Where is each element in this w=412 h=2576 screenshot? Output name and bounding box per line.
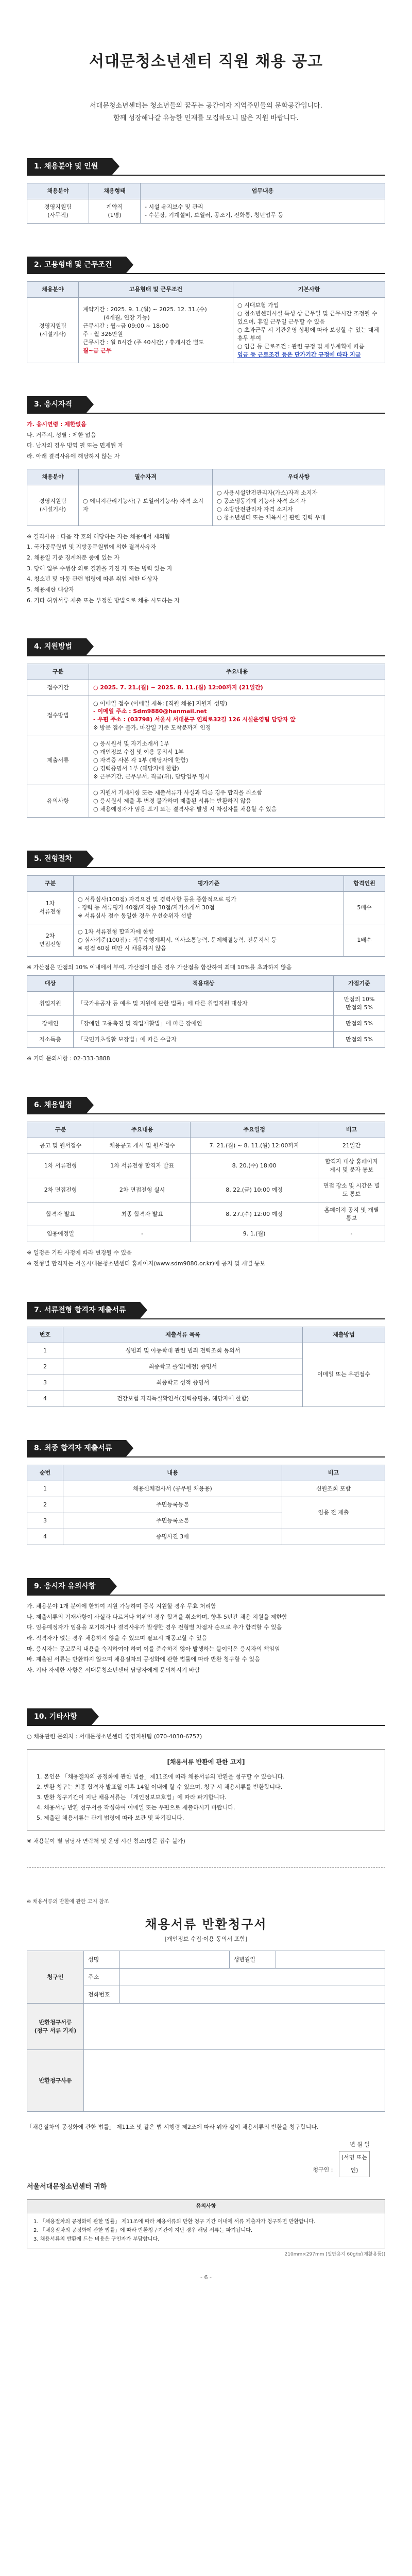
privacy-notice-box <box>27 1749 385 1831</box>
row-line: ○ 지원서 기재사항 또는 제출서류가 사실과 다른 경우 합격을 취소함 <box>93 789 262 796</box>
section-heading: 2. 고용형태 및 근무조건 <box>27 257 126 273</box>
section-heading: 1. 채용분야 및 인원 <box>27 158 112 175</box>
table-cell: 합격자 발표 <box>27 1202 94 1226</box>
table-header: 주요일정 <box>191 1122 318 1138</box>
row-line: ※ 근무기간, 근무부서, 직급(위), 담당업무 명시 <box>93 773 210 780</box>
list-item: 5. 제출된 채용서류는 관계 법령에 따라 보관 및 파기됩니다. <box>37 1814 184 1821</box>
table-header: 업무내용 <box>141 183 385 199</box>
table-cell: 건강보험 자격득실확인서(경력증명용, 해당자에 한함) <box>63 1391 303 1406</box>
section-heading: 8. 최종 합격자 제출서류 <box>27 1440 126 1456</box>
table-cell: 성범죄 및 아동학대 관련 범죄 전력조회 동의서 <box>63 1343 303 1359</box>
table-cell: 21일간 <box>318 1138 385 1154</box>
table-cell: 최종학교 성적 증명서 <box>63 1375 303 1391</box>
table-header: 필수자격 <box>79 469 213 485</box>
table-header: 번호 <box>27 1327 63 1343</box>
form-field-phone[interactable] <box>120 1986 385 2004</box>
signoff <box>27 2139 385 2177</box>
table-cell: 2 <box>27 1359 63 1375</box>
table-header: 가점기준 <box>334 976 385 992</box>
table-cell: 7. 21.(월) ~ 8. 11.(월) 12:00까지 <box>191 1138 318 1154</box>
pref-line: ○ 소방안전관리자 자격 소지자 <box>217 505 293 513</box>
table-header: 주요내용 <box>94 1122 191 1138</box>
intro-line: 함께 성장해나갈 유능한 인재를 모집하오니 많은 지원 바랍니다. <box>113 114 299 123</box>
row-line: ※ 방문 접수 불가, 마감일 기준 도착분까지 인정 <box>93 724 211 732</box>
table-cell: 8. 22.(금) 10:00 예정 <box>191 1178 318 1202</box>
employment-table <box>27 281 385 363</box>
list-item: 2. 반환 청구는 최종 합격자 발표일 이후 14일 이내에 할 수 있으며, 청구 시 채용서류를 반환합니다. <box>37 1784 283 1791</box>
table-row <box>27 298 385 363</box>
table-header: 비고 <box>318 1122 385 1138</box>
section-application <box>27 638 385 817</box>
table-cell <box>89 785 385 817</box>
table-cell: 경영지원팀 (사무직) <box>27 199 89 224</box>
table-row <box>27 1951 385 1969</box>
notice-list <box>27 1602 385 1675</box>
table-row <box>27 1154 385 1178</box>
table-cell: 3 <box>27 1375 63 1391</box>
table-row <box>27 891 385 924</box>
table-header: 기본사항 <box>233 282 385 298</box>
condition-line: 근무시간 : 월~금 09:00 ~ 18:00 <box>83 323 169 330</box>
form-label: 청구인 <box>27 1951 84 2004</box>
schedule-table <box>27 1122 385 1242</box>
form-top-note: ※ 채용서류의 반환에 관한 고지 참조 <box>27 1899 109 1905</box>
list-item: 2. 「채용절차의 공정화에 관한 법률」에 따라 반환청구기간이 지난 경우 해당 서류는 파기됩니다. <box>33 2227 253 2233</box>
list-item: ※ 전형별 합격자는 서울시대문청소년센터 홈페이지(www.sdm9880.or.kr)에 공지 및 개별 통보 <box>27 1260 265 1267</box>
table-row <box>27 785 385 817</box>
positions-table <box>27 183 385 224</box>
basic-line: ○ 초과근무 시 기관운영 상황에 따라 보상할 수 있는 대체휴무 부여 <box>237 327 379 342</box>
divider <box>27 1113 385 1114</box>
table-cell: 저소득층 <box>27 1032 74 1048</box>
table-header: 제출방법 <box>303 1327 385 1343</box>
list-item: 1. 「채용절차의 공정화에 관한 법률」 제11조에 따라 채용서류의 반환 청구 기간 이내에 서류 제출자가 청구하면 반환합니다. <box>33 2218 316 2225</box>
condition-line: 주 · 월 326만원 <box>83 331 123 337</box>
row-line: ※ 평점 60점 미만 시 채용하지 않음 <box>78 944 166 952</box>
table-cell <box>89 696 385 736</box>
list-item: ※ 결격사유 : 다음 각 호의 해당하는 자는 채용에서 제외됨 <box>27 533 170 540</box>
notice-heading: 유의사항 <box>27 2200 385 2213</box>
section-heading: 10. 기타사항 <box>27 1708 92 1725</box>
table-header: 적용대상 <box>74 976 334 992</box>
divider <box>27 1318 385 1319</box>
table-row <box>27 696 385 736</box>
table-header: 대상 <box>27 976 74 992</box>
table-cell: 임용 전 제출 <box>282 1497 385 1529</box>
table-row <box>27 1529 385 1545</box>
list-item: 3. 반환 청구기간이 지난 채용서류는 「개인정보보호법」에 따라 파기합니다. <box>37 1794 227 1801</box>
intro-line: 서대문청소년센터는 청소년들의 꿈꾸는 공간이자 지역주민들의 문화공간입니다. <box>90 101 322 110</box>
table-cell: 만점의 10% 만점의 5% <box>334 992 385 1016</box>
list-item: 4. 채용서류 반환 청구서를 작성하여 이메일 또는 우편으로 제출하시기 바랍니다. <box>37 1804 235 1811</box>
section-final-documents <box>27 1440 385 1545</box>
table-row <box>27 1178 385 1202</box>
table-cell: 만점의 5% <box>334 1016 385 1032</box>
table-cell: 1차 서류전형 <box>27 1154 94 1178</box>
form-field-reason[interactable] <box>84 2050 385 2112</box>
table-header: 채용형태 <box>89 183 141 199</box>
table-cell: 1차 서류전형 합격자 발표 <box>94 1154 191 1178</box>
privacy-title: [채용서류 반환에 관한 고지] <box>167 1758 245 1766</box>
form-field-name[interactable] <box>120 1951 230 1969</box>
final-docs-table <box>27 1465 385 1545</box>
table-cell: 계약직 (1명) <box>89 199 141 224</box>
table-header: 고용형태 및 근무조건 <box>79 282 233 298</box>
table-cell: 3 <box>27 1513 63 1529</box>
list-item: ※ 일정은 기관 사정에 따라 변경될 수 있음 <box>27 1249 132 1257</box>
section-heading: 6. 채용일정 <box>27 1097 87 1113</box>
list-item: 가. 응시연령 : 제한없음 <box>27 421 87 428</box>
list-item: 다. 남자의 경우 병역 필 또는 면제된 자 <box>27 442 124 449</box>
section-heading: 7. 서류전형 합격자 제출서류 <box>27 1302 140 1318</box>
table-cell <box>233 298 385 363</box>
form-label: 반환청구사유 <box>27 2050 84 2112</box>
list-item: 1. 국가공무원법 및 지방공무원법에 의한 결격사유자 <box>27 544 157 551</box>
list-item: 6. 기타 허위서류 제출 또는 부정한 방법으로 채용 시도하는 자 <box>27 597 180 604</box>
table-row <box>27 1343 385 1359</box>
divider <box>27 655 385 656</box>
row-line: ○ 개인정보 수집 및 이용 동의서 1부 <box>93 749 184 756</box>
section-qualifications <box>27 396 385 606</box>
signature-field[interactable]: (서명 또는 인) <box>339 2151 370 2177</box>
table-cell: 「장애인 고용촉진 및 직업재활법」에 따른 장애인 <box>74 1016 334 1032</box>
section-notices <box>27 1578 385 1675</box>
table-header: 우대사항 <box>213 469 385 485</box>
row-line: ○ 심사기준(100점) : 직무수행계획서, 의사소통능력, 문제해결능력, 전문지식 등 <box>78 936 277 943</box>
list-item: 라. 적격자가 없는 경우 채용하지 않을 수 있으며 필요시 재공고할 수 있음 <box>27 1635 208 1642</box>
form-title: 채용서류 반환청구서 <box>145 1917 267 1931</box>
table-header: 제출서류 목록 <box>63 1327 303 1343</box>
table-cell <box>282 1529 385 1545</box>
row-line: ○ 경력증명서 1부 (해당자에 한함) <box>93 765 179 772</box>
table-cell: 주민등록등본 <box>63 1497 282 1513</box>
table-row <box>27 2004 385 2050</box>
pref-line: ○ 공조냉동기계 기능사 자격 소지자 <box>217 497 306 504</box>
basic-line: ○ 청소년센터시설 특성 상 근무일 및 근무시간 조정될 수 있으며, 휴일 근무일 근무할 수 있음 <box>237 310 377 326</box>
table-cell <box>74 891 344 924</box>
row-line: ○ 채용예정자가 임용 포기 또는 결격사유 발생 시 차점자를 채용할 수 있음 <box>93 805 277 812</box>
divider <box>27 1725 385 1726</box>
list-item: 3. 채용서류의 반환에 드는 비용은 구인자가 부담합니다. <box>33 2236 160 2242</box>
table-header: 채용분야 <box>27 469 79 485</box>
table-header: 내용 <box>63 1465 282 1481</box>
row-line: ○ 이메일 접수 (이메일 제목: [직원 채용] 지원자 성명) <box>93 700 228 707</box>
divider <box>27 1456 385 1458</box>
section-heading: 3. 응시자격 <box>27 396 87 413</box>
section-schedule <box>27 1097 385 1269</box>
notice-body <box>27 2213 385 2248</box>
pref-line: ○ 청소년센터 또는 체육시설 관련 경력 우대 <box>217 514 326 521</box>
table-cell: 8. 27.(수) 12:00 예정 <box>191 1202 318 1226</box>
form-statement: 「채용절차의 공정화에 관한 법률」 제11조 및 같은 법 시행령 제2조에 따라 위와 같이 채용서류의 반환을 청구합니다. <box>27 2124 319 2131</box>
table-cell: 최종학교 졸업(예정) 증명서 <box>63 1359 303 1375</box>
table-row <box>27 1481 385 1497</box>
list-item: 사. 기타 자세한 사항은 서대문청소년센터 담당자에게 문의하시기 바람 <box>27 1667 200 1674</box>
table-header: 채용분야 <box>27 183 89 199</box>
form-date: 년 월 일 <box>350 2141 370 2148</box>
list-item: 2. 채용일 기준 징계처분 중에 있는 자 <box>27 554 120 561</box>
divider <box>27 1595 385 1596</box>
form-field-label: 주소 <box>84 1969 120 1986</box>
row-line: ○ 응시원서 및 자기소개서 1부 <box>93 740 169 748</box>
table-cell: - <box>318 1226 385 1242</box>
condition-line: (4개월, 연장 가능) <box>104 314 150 321</box>
list-item: 4. 청소년 및 아동 관련 법령에 따른 취업 제한 대상자 <box>27 575 158 583</box>
table-cell: ○ 에너지관리기능사(구 보일러기능사) 자격 소지자 <box>79 485 213 526</box>
table-row <box>27 1016 385 1032</box>
table-cell: 장애인 <box>27 1016 74 1032</box>
basic-line: ○ 임금 등 근로조건 : 관련 규정 및 세부계획에 따름 <box>237 343 365 350</box>
table-cell: 증명사진 3매 <box>63 1529 282 1545</box>
form-table <box>27 1951 385 2112</box>
list-item: 나. 거주지, 성별 : 제한 없음 <box>27 431 96 438</box>
condition-highlight: 월~금 근무 <box>83 347 112 354</box>
form-label: 반환청구서류 (청구 서류 기재) <box>27 2004 84 2050</box>
table-cell: 2 <box>27 1497 63 1513</box>
table-cell: 1 <box>27 1481 63 1497</box>
table-cell <box>79 298 233 363</box>
basic-line: ○ 시대보험 가입 <box>237 302 279 309</box>
row-line: ○ 1차 서류전형 합격자에 한함 <box>78 928 154 935</box>
table-row <box>27 1138 385 1154</box>
table-cell <box>89 736 385 785</box>
list-item: 가. 채용분야 1개 분야에 한하여 지원 가능하며 중복 지원할 경우 무효 처리함 <box>27 1603 216 1610</box>
section-positions <box>27 158 385 224</box>
form-recipient: 서울서대문청소년센터 귀하 <box>27 2182 107 2191</box>
table-row <box>27 736 385 785</box>
table-cell: 8. 20.(수) 18:00 <box>191 1154 318 1178</box>
form-field-label: 전화번호 <box>84 1986 120 2004</box>
page-number: - 6 - <box>200 2274 212 2281</box>
table-cell: 1배수 <box>344 924 385 956</box>
table-cell: 2차 면접전형 <box>27 924 74 956</box>
row-line: - 우편 주소 : (03798) 서울시 서대문구 연희로32길 126 시설운영팀 담당자 앞 <box>93 716 296 723</box>
condition-line: 계약기간 : 2025. 9. 1.(월) ~ 2025. 12. 31.(수) <box>83 306 207 313</box>
list-item: 3. 당해 업무 수행상 의료 질환을 가진 자 또는 병력 있는 자 <box>27 565 173 572</box>
bonus-note: ※ 가산점은 만점의 10% 이내에서 부여, 가산점이 많은 경우 가산점을 합산하여 최대 10%를 초과하지 않음 <box>27 963 292 971</box>
table-header: 구분 <box>27 664 89 680</box>
section-other <box>27 1708 385 1846</box>
bonus-table <box>27 975 385 1048</box>
table-cell <box>89 680 385 696</box>
table-header: 채용분야 <box>27 282 79 298</box>
form-field-label: 생년월일 <box>229 1951 276 1969</box>
section-employment <box>27 257 385 363</box>
table-cell: - <box>94 1226 191 1242</box>
section-heading: 5. 전형절차 <box>27 851 87 867</box>
paper-spec: 210mm×297mm [일반용지 60g/㎡(재활용품)] <box>284 2251 385 2257</box>
footnote: ※ 채용분야 별 담당자 연락처 및 운영 시간 참조(방문 접수 불가) <box>27 1838 185 1845</box>
table-row <box>27 1497 385 1513</box>
condition-line: 근무시간 : 월 8시간 (주 40시간) / 휴게시간 별도 <box>83 338 204 346</box>
table-cell: 9. 1.(월) <box>191 1226 318 1242</box>
table-cell: 「국민기초생활 보장법」에 따른 수급자 <box>74 1032 334 1048</box>
divider <box>27 867 385 868</box>
table-cell: 주민등록초본 <box>63 1513 282 1529</box>
table-cell: 최종 합격자 발표 <box>94 1202 191 1226</box>
table-cell: 1 <box>27 1343 63 1359</box>
row-line: ○ 응시원서 제출 후 변경 불가하며 제출된 서류는 반환하지 않음 <box>93 797 251 804</box>
table-cell: 취업지원 <box>27 992 74 1016</box>
divider <box>27 413 385 414</box>
table-header: 주요내용 <box>89 664 385 680</box>
list-item: 마. 응시자는 공고문의 내용을 숙지하여야 하며 이를 준수하지 않아 발생하는 불이익은 응시자의 책임임 <box>27 1645 280 1652</box>
table-cell: 4 <box>27 1391 63 1406</box>
list-item: 라. 아래 결격사유에 해당하지 않는 자 <box>27 453 120 460</box>
basic-highlight: 임금 등 근로조건 등은 단가기간 규정에 따라 지급 <box>237 351 361 358</box>
table-cell: 접수방법 <box>27 696 89 736</box>
table-cell: 2차 면접전형 실시 <box>94 1178 191 1202</box>
table-row <box>27 924 385 956</box>
form-field-birthdate[interactable] <box>276 1951 385 1969</box>
list-item: 5. 채용제한 대상자 <box>27 586 74 593</box>
section-document-submission <box>27 1302 385 1407</box>
qualification-list <box>27 420 385 462</box>
table-header: 구분 <box>27 1122 94 1138</box>
notice-box <box>27 2199 385 2248</box>
table-header: 순번 <box>27 1465 63 1481</box>
list-item: 다. 임용예정자가 임용을 포기하거나 결격사유가 발생한 경우 전형별 차점자 순으로 추가 합격할 수 있음 <box>27 1624 282 1631</box>
table-cell: 임용예정일 <box>27 1226 94 1242</box>
table-header: 구분 <box>27 876 74 892</box>
table-cell <box>213 485 385 526</box>
section-selection <box>27 851 385 1064</box>
row-line: - 경력 등 서류평가 40점/자격증 30점/자기소개서 30점 <box>78 904 215 911</box>
application-table <box>27 664 385 818</box>
return-request-form <box>27 1899 385 2281</box>
page-title: 서대문청소년센터 직원 채용 공고 <box>89 53 323 71</box>
list-item: 1. 본인은 「채용절차의 공정화에 관한 법률」제11조에 따라 채용서류의 반환을 청구할 수 있습니다. <box>37 1773 285 1781</box>
pref-line: ○ 사용시설안전관리자(가스)자격 소지자 <box>217 489 318 496</box>
table-row <box>27 1032 385 1048</box>
contact-note: ※ 기타 문의사항 : 02-333-3888 <box>27 1055 110 1062</box>
table-cell: 합격자 대상 홈페이지 게시 및 문자 통보 <box>318 1154 385 1178</box>
form-field-address[interactable] <box>120 1969 385 1986</box>
table-cell: 1차 서류전형 <box>27 891 74 924</box>
table-cell: - 시설 유지보수 및 관리 - 수분장, 기계설비, 보일러, 공조기, 전화통, 청년업무 등 <box>141 199 385 224</box>
table-row <box>27 485 385 526</box>
table-cell: 경영지원팀 (시설기사) <box>27 298 79 363</box>
divider <box>27 1867 385 1868</box>
table-cell: 경영지원팀 (시설기사) <box>27 485 79 526</box>
table-row <box>27 199 385 224</box>
list-item: 바. 제출된 서류는 반환하지 않으며 채용절차의 공정화에 관한 법률에 따라 반환 청구할 수 있음 <box>27 1656 260 1663</box>
table-cell: 공고 및 원서접수 <box>27 1138 94 1154</box>
submission-table <box>27 1327 385 1407</box>
table-cell: 만점의 5% <box>334 1032 385 1048</box>
table-cell: 신원조회 포함 <box>282 1481 385 1497</box>
table-cell: 제출서류 <box>27 736 89 785</box>
table-cell: 접수기간 <box>27 680 89 696</box>
section-heading: 9. 응시자 유의사항 <box>27 1578 110 1595</box>
row-line: ○ 서류심사(100점) 자격요건 및 경력사항 등을 종합적으로 평가 <box>78 895 237 903</box>
contact-info: ○ 채용관련 문의처 : 서대문청소년센터 경영지원팀 (070-4030-6757) <box>27 1733 202 1740</box>
table-cell: 이메일 또는 우편접수 <box>303 1343 385 1407</box>
table-row <box>27 1226 385 1242</box>
selection-table <box>27 875 385 957</box>
qualification-table <box>27 469 385 526</box>
row-line: ○ 자격증 사본 각 1부 (해당자에 한함) <box>93 757 188 764</box>
table-row <box>27 1202 385 1226</box>
table-cell: 「국가유공자 등 예우 및 지원에 관한 법률」에 따른 취업지원 대상자 <box>74 992 334 1016</box>
table-cell: 채용신체검사서 (공무원 채용용) <box>63 1481 282 1497</box>
table-row <box>27 680 385 696</box>
form-field-documents[interactable] <box>84 2004 385 2050</box>
table-header: 합격인원 <box>344 876 385 892</box>
table-cell: 4 <box>27 1529 63 1545</box>
form-subtitle: [개인정보 수집·이용 동의서 포함] <box>164 1936 248 1943</box>
list-item: 나. 제출서류의 기재사항이 사실과 다르거나 허위인 경우 합격을 취소하며, 향후 5년간 채용 지원을 제한함 <box>27 1613 287 1620</box>
table-cell: 2차 면접전형 <box>27 1178 94 1202</box>
disqualification-list <box>27 532 385 606</box>
table-cell <box>74 924 344 956</box>
form-field-label: 성명 <box>84 1951 120 1969</box>
table-cell: 면접 장소 및 시간은 별도 통보 <box>318 1178 385 1202</box>
intro-text <box>27 100 385 125</box>
signer-label: 청구인 : <box>313 2166 333 2174</box>
table-cell: 채용공고 게시 및 원서접수 <box>94 1138 191 1154</box>
row-line: ○ 2025. 7. 21.(월) ~ 2025. 8. 11.(월) 12:00까지 (21일간) <box>93 684 263 691</box>
table-header: 비고 <box>282 1465 385 1481</box>
table-row <box>27 992 385 1016</box>
table-header: 평가기준 <box>74 876 344 892</box>
table-row <box>27 2050 385 2112</box>
schedule-notes <box>27 1248 385 1268</box>
row-line: ※ 서류심사 점수 동일한 경우 우선순위자 선발 <box>78 912 192 919</box>
table-cell: 5배수 <box>344 891 385 924</box>
table-cell: 유의사항 <box>27 785 89 817</box>
section-heading: 4. 지원방법 <box>27 638 87 655</box>
row-line: - 이메일 주소 : Sdm9880@hanmail.net <box>93 708 207 715</box>
divider <box>27 273 385 274</box>
divider <box>27 175 385 176</box>
table-cell: 홈페이지 공지 및 개별통보 <box>318 1202 385 1226</box>
